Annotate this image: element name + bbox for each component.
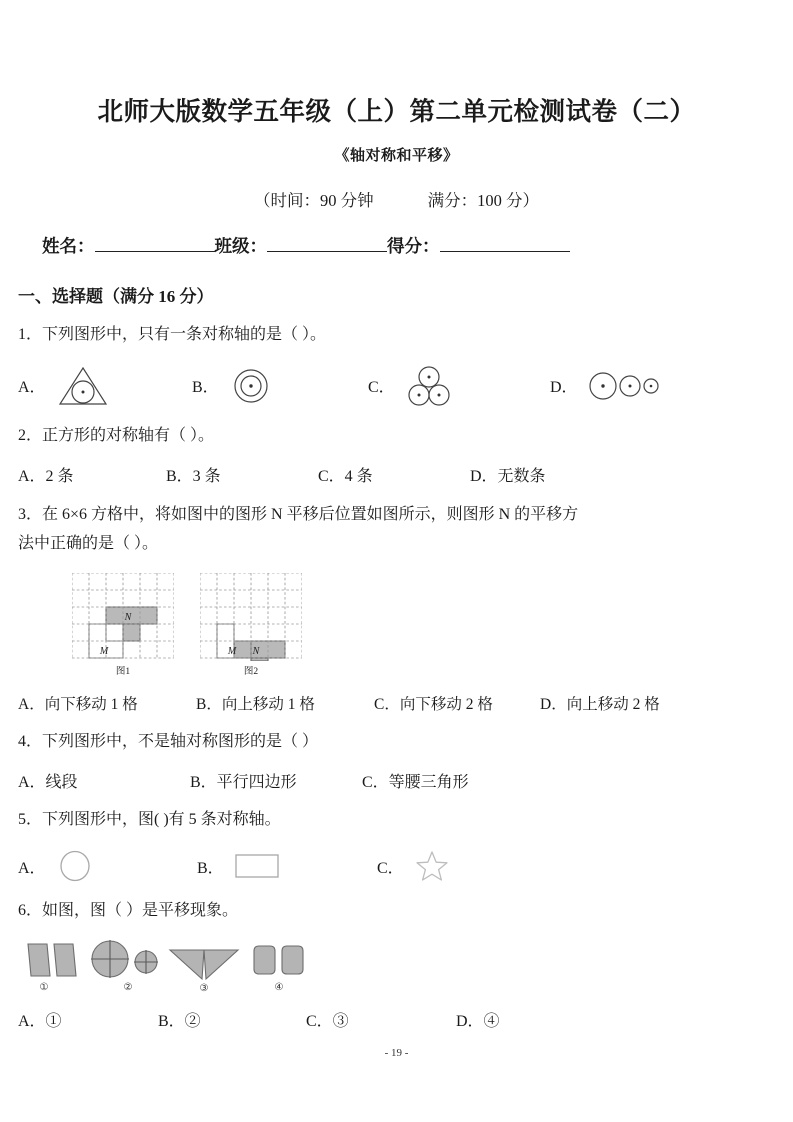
name-input-blank[interactable] (95, 251, 215, 252)
figure-2-caption: 图2 (243, 666, 259, 677)
option-1-b[interactable] (192, 365, 364, 407)
question-6-figures (0, 924, 793, 994)
option-1-b-label: B． (192, 379, 219, 397)
class-label: 班级： (214, 236, 267, 257)
option-5-a-label: A． (18, 859, 46, 877)
figure-1-grid (72, 573, 174, 677)
svg-text:①: ① (39, 982, 49, 994)
question-3-figures (0, 559, 793, 677)
svg-text:M: M (99, 645, 109, 657)
option-1-d-label: D． (550, 379, 578, 397)
question-2-options (0, 449, 793, 486)
question-6-options (0, 994, 793, 1031)
option-1-a[interactable] (18, 365, 188, 407)
figure-group-1-translation-icon (22, 938, 82, 994)
question-4-text: 4．下列图形中，不是轴对称图形的是（ ） (18, 732, 319, 750)
option-5-a[interactable] (18, 849, 193, 883)
figure-1-caption: 图1 (115, 666, 131, 677)
star-outline-icon (415, 849, 449, 883)
svg-text:④: ④ (274, 982, 284, 994)
figure-2-grid (200, 573, 302, 677)
concentric-circles-icon (230, 365, 272, 407)
three-circles-triangular-icon (406, 364, 452, 408)
figure-group-4-translation-icon (246, 938, 312, 994)
rectangle-outline-icon (235, 851, 279, 881)
option-4-a[interactable]: A．线段 (18, 773, 78, 791)
question-3-options (0, 677, 793, 714)
student-info-line (0, 211, 793, 258)
time-label: （时间：90 分钟 (254, 191, 374, 211)
score-label: 得分： (387, 236, 440, 257)
option-2-a[interactable]: A．2 条 (18, 467, 74, 485)
option-1-a-label: A． (18, 379, 46, 397)
option-6-a[interactable]: A．① (18, 1013, 62, 1031)
option-3-b[interactable]: B．向上移动 1 格 (196, 695, 315, 713)
triangle-with-inscribed-circle-icon (57, 365, 109, 407)
option-4-b[interactable]: B．平行四边形 (190, 773, 297, 791)
page-subtitle: 《轴对称和平移》 (334, 148, 459, 165)
question-3-text-line2: 法中正确的是（ ）。 (18, 535, 159, 553)
option-6-b[interactable]: B．② (158, 1013, 201, 1031)
question-3-text-line1: 3．在 6×6 方格中，将如图中的图形 N 平移后位置如图所示，则图形 N 的平移方 (18, 505, 579, 523)
class-input-blank[interactable] (267, 251, 387, 252)
svg-text:N: N (124, 611, 132, 623)
option-1-c-label: C． (368, 379, 395, 397)
option-2-b[interactable]: B．3 条 (166, 467, 221, 485)
option-1-c[interactable] (368, 364, 546, 408)
option-1-d[interactable] (550, 369, 663, 403)
page-title: 北师大版数学五年级（上）第二单元检测试卷（二） (97, 97, 696, 126)
question-3-text (0, 486, 793, 559)
option-2-c[interactable]: C．4 条 (318, 467, 373, 485)
option-3-a[interactable]: A．向下移动 1 格 (18, 695, 138, 713)
option-6-d[interactable]: D．④ (456, 1013, 500, 1031)
page-footer: - 19 - (384, 1047, 409, 1059)
svg-text:N: N (252, 645, 260, 657)
svg-text:②: ② (123, 982, 133, 994)
question-6-text: 6．如图，图（ ）是平移现象。 (18, 902, 239, 920)
svg-text:M: M (227, 645, 237, 657)
option-3-d[interactable]: D．向上移动 2 格 (540, 695, 660, 713)
option-5-b[interactable] (197, 851, 373, 881)
option-2-d[interactable]: D．无数条 (470, 467, 546, 485)
question-5-options (0, 832, 793, 883)
question-2-text: 2．正方形的对称轴有（ ）。 (18, 426, 215, 444)
svg-text:③: ③ (199, 983, 209, 995)
option-3-c[interactable]: C．向下移动 2 格 (374, 695, 493, 713)
three-circles-row-icon (589, 369, 663, 403)
option-5-b-label: B． (197, 859, 224, 877)
option-5-c-label: C． (377, 859, 404, 877)
figure-group-2-scaling-icon (86, 938, 162, 994)
option-4-c[interactable]: C．等腰三角形 (362, 773, 469, 791)
exam-meta (0, 165, 793, 211)
score-input-blank[interactable] (440, 251, 570, 252)
question-4-options (0, 755, 793, 792)
figure-group-3-rotation-icon (166, 938, 242, 994)
option-5-c[interactable] (377, 849, 449, 883)
total-score-label: 满分：100 分） (427, 191, 539, 211)
section-heading-choice: 一、选择题（满分 16 分） (18, 287, 214, 307)
question-1-text: 1．下列图形中，只有一条对称轴的是（ ）。 (18, 326, 327, 344)
name-label: 姓名： (42, 236, 95, 257)
option-6-c[interactable]: C．③ (306, 1013, 349, 1031)
circle-outline-icon (57, 849, 93, 883)
question-5-text: 5．下列图形中，图( )有 5 条对称轴。 (18, 810, 281, 828)
question-1-options (0, 348, 793, 408)
